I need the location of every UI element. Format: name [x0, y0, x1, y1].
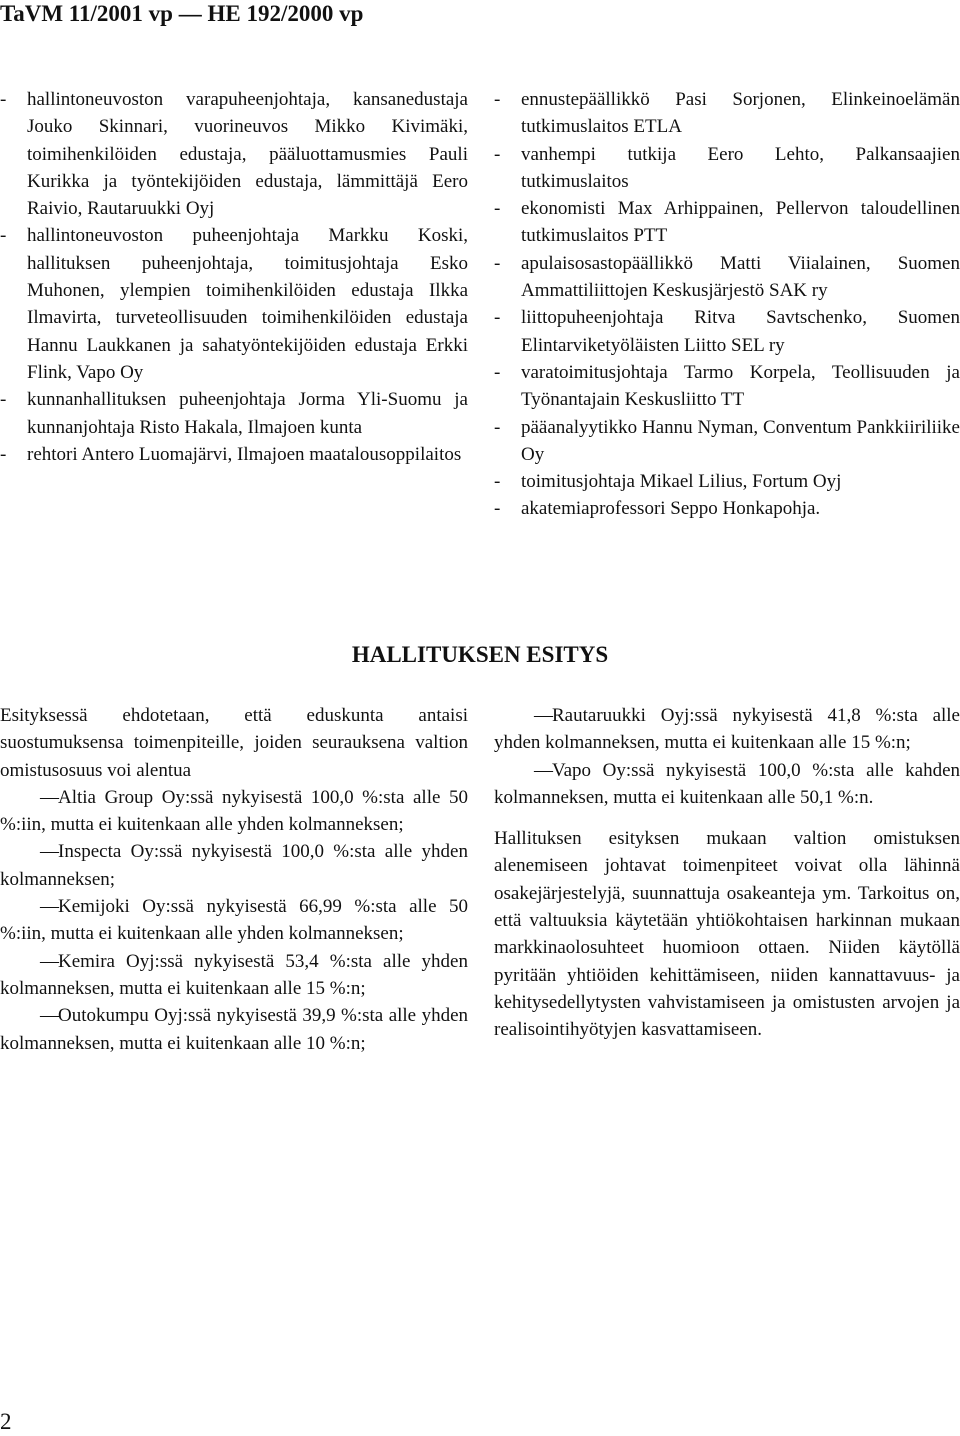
list-item: - akatemiaprofessori Seppo Honkapohja. [494, 498, 821, 520]
proposal-item: —Vapo Oy:ssä nykyisestä 100,0 %:sta alle kahden kolmanneksen, mutta ei kuitenkaan alle 50,1 %:n. [494, 759, 960, 808]
list-item: - hallintoneuvoston puheenjohtaja Markku Koski, hallituksen puheenjohtaja, toimitusjohtaja Esko Muhonen, ylempien toimihenkilöiden edustaja Ilkka Ilmavirta, turveteollisuuden toimihenkilöiden edustaja Hannu Laukkanen ja sahatyöntekijöiden edustaja Erkki Flink, Vapo Oy [0, 225, 468, 383]
proposal-item: —Inspecta Oy:ssä nykyisestä 100,0 %:sta alle yhden kolmanneksen; [0, 841, 468, 890]
list-item: - vanhempi tutkija Eero Lehto, Palkansaajien tutkimuslaitos [494, 143, 960, 192]
list-item: - ennustepäällikkö Pasi Sorjonen, Elinkeinoelämän tutkimuslaitos ETLA [494, 89, 960, 138]
list-item: - varatoimitusjohtaja Tarmo Korpela, Teollisuuden ja Työnantajain Keskusliitto TT [494, 361, 960, 411]
section-heading: HALLITUKSEN ESITYS [351, 642, 609, 667]
proposal-column-left [0, 702, 468, 1057]
list-item: - pääanalyytikko Hannu Nyman, Conventum Pankkiiriliike Oy [494, 416, 960, 465]
list-item: - rehtori Antero Luomajärvi, Ilmajoen maatalousoppilaitos [0, 443, 462, 465]
spacer [494, 811, 960, 825]
proposal-column-right [494, 702, 960, 1044]
proposal-item: —Kemira Oyj:ssä nykyisestä 53,4 %:sta alle yhden kolmanneksen, mutta ei kuitenkaan alle 15 %:n; [0, 950, 468, 999]
proposal-item: —Kemijoki Oy:ssä nykyisestä 66,99 %:sta alle 50 %:iin, mutta ei kuitenkaan alle yhden kolmanneksen; [0, 896, 468, 945]
page-number: 2 [0, 1409, 12, 1434]
proposal-item: —Outokumpu Oyj:ssä nykyisestä 39,9 %:sta alle yhden kolmanneksen, mutta ei kuitenkaan alle 10 %:n; [0, 1005, 468, 1054]
proposal-item: —Rautaruukki Oyj:ssä nykyisestä 41,8 %:sta alle yhden kolmanneksen, mutta ei kuitenkaan alle 15 %:n; [494, 705, 960, 754]
list-item: - hallintoneuvoston varapuheenjohtaja, kansanedustaja Jouko Skinnari, vuorineuvos Mikko Kivimäki, toimihenkilöiden edustaja, pääluottamusmies Pauli Kurikka ja työntekijöiden edustaja, lämmittäjä Eero Raivio, Rautaruukki Oyj [0, 89, 468, 220]
hearing-list-left [0, 86, 468, 468]
hearing-list-right [494, 86, 960, 523]
list-item: - apulaisosastopäällikkö Matti Viialainen, Suomen Ammattiliittojen Keskusjärjestö SAK ry [494, 252, 960, 302]
proposal-item: —Altia Group Oy:ssä nykyisestä 100,0 %:sta alle 50 %:iin, mutta ei kuitenkaan alle yhden kolmanneksen; [0, 786, 468, 836]
document-header: TaVM 11/2001 vp — HE 192/2000 vp [0, 1, 364, 26]
list-item: - kunnanhallituksen puheenjohtaja Jorma Yli-Suomu ja kunnanjohtaja Risto Hakala, Ilmajoen kunta [0, 389, 468, 438]
list-item: - toimitusjohtaja Mikael Lilius, Fortum Oyj [494, 471, 842, 493]
list-item: - ekonomisti Max Arhippainen, Pellervon taloudellinen tutkimuslaitos PTT [494, 198, 960, 247]
list-item: - liittopuheenjohtaja Ritva Savtschenko, Suomen Elintarviketyöläisten Liitto SEL ry [494, 307, 960, 356]
proposal-intro: Esityksessä ehdotetaan, että eduskunta antaisi suostumuksensa toimenpiteille, joiden seurauksena valtion omistusosuus voi alentua [0, 705, 468, 781]
proposal-closing: Hallituksen esityksen mukaan valtion omistuksen alenemiseen johtavat toimenpiteet voivat olla lähinnä osakejärjestelyjä, suunnattuja osakeanteja ym. Tarkoitus on, että valtuuksia käytetään yhtiökohtaisen harkinnan mukaan markkinaolosuhteet huomioon ottaen. Niiden käytöllä pyritään yhtiöiden kehittämiseen, niiden kannattavuus- ja kehitysedellytysten vahvistamiseen ja omistusten arvojen ja realisointihyötyjen kasvattamiseen. [494, 828, 960, 1041]
